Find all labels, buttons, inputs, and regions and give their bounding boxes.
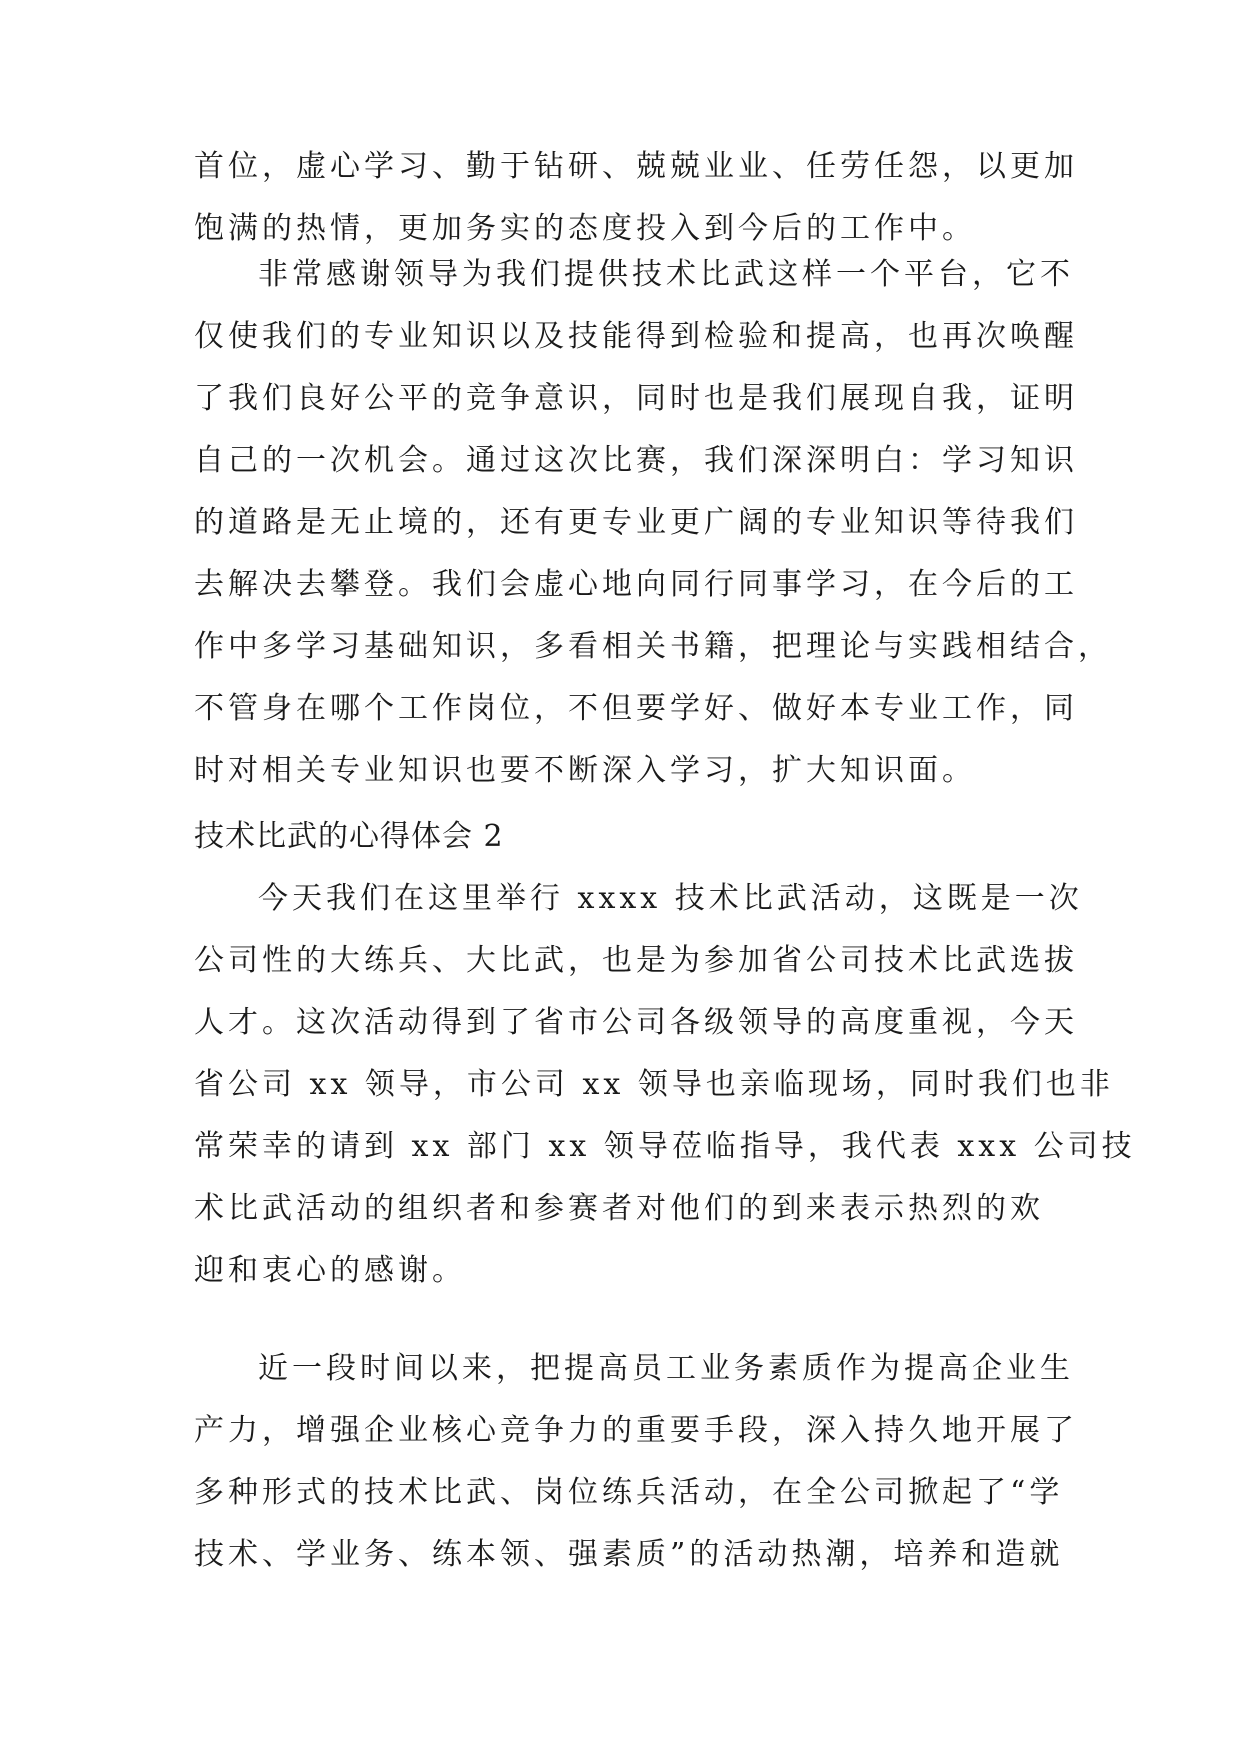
paragraph-line: 省公司 xx 领导，市公司 xx 领导也亲临现场，同时我们也非 (194, 1067, 1114, 1102)
section-heading-text: 技术比武的心得体会 2 (194, 819, 504, 854)
paragraph-line: 不管身在哪个工作岗位，不但要学好、做好本专业工作，同 (194, 691, 1078, 726)
paragraph-line: 公司性的大练兵、大比武，也是为参加省公司技术比武选拔 (194, 943, 1078, 978)
paragraph-2 (194, 244, 1112, 802)
paragraph-line: 产力，增强企业核心竞争力的重要手段，深入持久地开展了 (194, 1413, 1078, 1448)
paragraph-line: 作中多学习基础知识，多看相关书籍，把理论与实践相结合， (194, 629, 1112, 664)
paragraph-4 (194, 1338, 1078, 1586)
paragraph-line: 的道路是无止境的，还有更专业更广阔的专业知识等待我们 (194, 505, 1078, 540)
paragraph-3 (194, 868, 1136, 1302)
paragraph-line: 近一段时间以来，把提高员工业务素质作为提高企业生 (258, 1351, 1074, 1386)
paragraph-line: 非常感谢领导为我们提供技术比武这样一个平台，它不 (258, 257, 1074, 292)
paragraph-line: 饱满的热情，更加务实的态度投入到今后的工作中。 (194, 211, 976, 246)
paragraph-line: 术比武活动的组织者和参赛者对他们的到来表示热烈的欢 (194, 1191, 1044, 1226)
paragraph-1 (194, 136, 1078, 260)
paragraph-line: 迎和衷心的感谢。 (194, 1253, 466, 1288)
paragraph-line: 仅使我们的专业知识以及技能得到检验和提高，也再次唤醒 (194, 319, 1078, 354)
paragraph-line: 了我们良好公平的竞争意识，同时也是我们展现自我，证明 (194, 381, 1078, 416)
paragraph-line: 多种形式的技术比武、岗位练兵活动，在全公司掀起了“学 (194, 1475, 1064, 1510)
paragraph-line: 首位，虚心学习、勤于钻研、兢兢业业、任劳任怨，以更加 (194, 149, 1078, 184)
paragraph-line: 常荣幸的请到 xx 部门 xx 领导莅临指导，我代表 xxx 公司技 (194, 1129, 1136, 1164)
paragraph-line: 时对相关专业知识也要不断深入学习，扩大知识面。 (194, 753, 976, 788)
paragraph-line: 去解决去攀登。我们会虚心地向同行同事学习，在今后的工 (194, 567, 1078, 602)
paragraph-line: 技术、学业务、练本领、强素质”的活动热潮，培养和造就 (194, 1537, 1064, 1572)
paragraph-line: 今天我们在这里举行 xxxx 技术比武活动，这既是一次 (258, 881, 1083, 916)
paragraph-line: 自己的一次机会。通过这次比赛，我们深深明白：学习知识 (194, 443, 1078, 478)
paragraph-line: 人才。这次活动得到了省市公司各级领导的高度重视，今天 (194, 1005, 1078, 1040)
section-heading (194, 806, 1054, 868)
